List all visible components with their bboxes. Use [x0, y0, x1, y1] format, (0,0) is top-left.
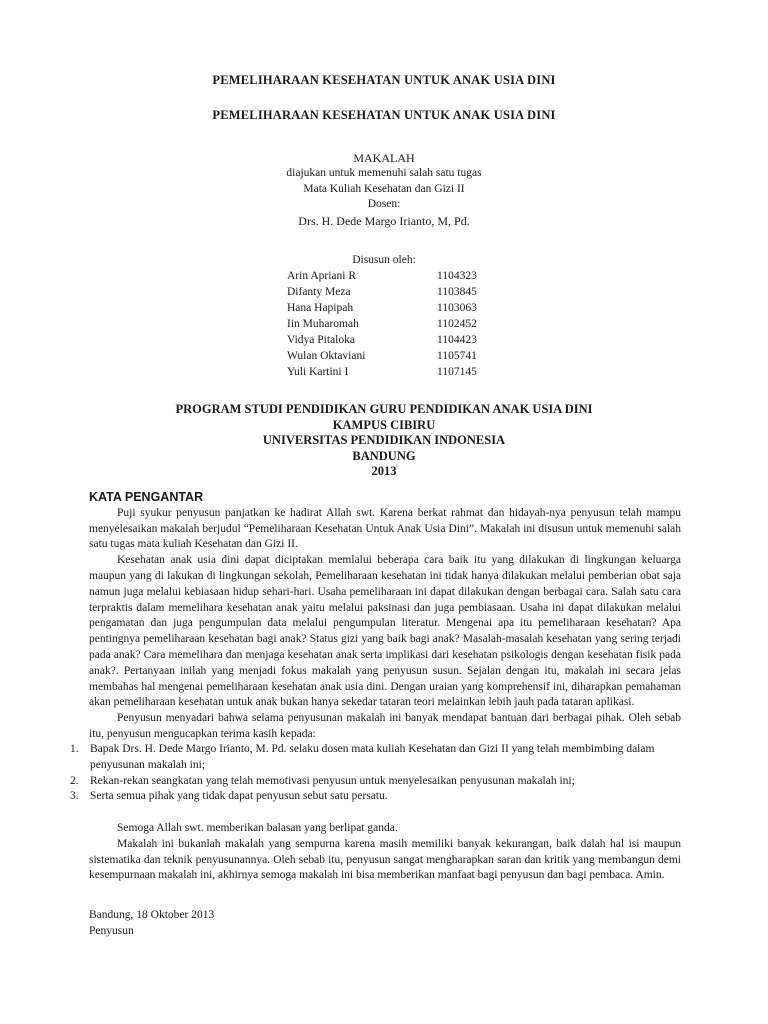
author-row	[287, 364, 507, 380]
author-row	[287, 268, 507, 284]
year: 2013	[371, 464, 397, 478]
author-row	[287, 300, 507, 316]
author-name: Arin Apriani R	[287, 270, 356, 282]
closing-section	[89, 821, 681, 884]
cover-block	[0, 150, 768, 229]
author-nim: 1104423	[437, 334, 477, 346]
paragraph: Puji syukur penyusun panjatkan ke hadirat Allah swt. Karena berkat rahmat dan hidayah-nya penyusun telah mampu menyelesaikan makalah berjudul “Pemeliharaan Kesehatan Untuk Anak Usia Dini”. Makalah ini disusun untuk memenuhi salah satu tugas mata kuliah Kesehatan dan Gizi II.	[89, 506, 681, 551]
author-nim: 1102452	[437, 318, 477, 330]
author-name: Iin Muharomah	[287, 318, 359, 330]
kata-pengantar-section	[89, 490, 681, 743]
dosen-label: Dosen:	[367, 198, 401, 210]
signature-block	[89, 908, 681, 940]
author-nim: 1105741	[437, 350, 477, 362]
author-name: Vidya Pitaloka	[287, 334, 355, 346]
dosen-name: Drs. H. Dede Margo Irianto, M, Pd.	[298, 213, 470, 228]
author-name: Hana Hapipah	[287, 302, 354, 314]
signature: Penyusun	[89, 924, 134, 937]
author-nim: 1104323	[437, 270, 477, 282]
program-name: PROGRAM STUDI PENDIDIKAN GURU PENDIDIKAN ANAK USIA DINI	[175, 402, 593, 416]
list-item: 2. Rekan-rekan seangkatan yang telah memotivasi penyusun untuk menyelesaikan penyusunan makalah ini;	[70, 774, 575, 787]
author-name: Wulan Oktaviani	[287, 350, 366, 362]
author-name: Difanty Meza	[287, 286, 351, 298]
institution-block	[0, 402, 768, 480]
section-heading: KATA PENGANTAR	[89, 490, 204, 504]
thanks-list	[70, 742, 682, 805]
author-name: Yuli Kartini I	[287, 366, 349, 378]
author-nim: 1103063	[437, 302, 477, 314]
main-title-repeat: PEMELIHARAAN KESEHATAN UNTUK ANAK USIA DINI	[212, 108, 556, 122]
author-row	[287, 348, 507, 364]
list-item: 3. Serta semua pihak yang tidak dapat penyusun sebut satu persatu.	[70, 790, 388, 803]
main-title: PEMELIHARAAN KESEHATAN UNTUK ANAK USIA DINI	[212, 73, 556, 87]
course-name: Mata Kuliah Kesehatan dan Gizi II	[303, 182, 465, 195]
author-row	[287, 284, 507, 300]
author-list	[287, 268, 507, 380]
paragraph: Semoga Allah swt. memberikan balasan yang berlipat ganda.	[117, 822, 398, 834]
author-row	[287, 332, 507, 348]
paragraph: Kesehatan anak usia dini dapat diciptakan memlalui beberapa cara baik itu yang dilakukan di lingkungan keluarga maupun yang di lakukan di lingkungan sekolah, Pemeliharaan kesehatan ini tidak hanya dilakukan melalui pemberian obat saja namun juga melalui kebiasaan hidup sehari-hari. Usaha pemeliharaan ini dapat dilakukan dengan berbagai cara. Salah satu cara terpraktis dalam memelihara kesehatan anak yaitu melalui paksinasi dan juga pembiasaan. Usaha ini dapat dilakukan melalui pengamatan dan juga pengumpulan data melalui pengumpulan literatur. Mengenai apa itu pemeliharaan kesehatan? Apa pentingnya pemeliharaan kesehatan bagi anak? Status gizi yang baik bagi anak? Masalah-masalah kesehatan yang sering terjadi pada anak? Cara memelihara dan menjaga kesehatan anak serta implikasi dari kesehatan psikologis dengan kesehatan fisik pada anak?. Pertanyaan inilah yang menjadi fokus makalah yang penyusun susun. Sejalan dengan itu, makalah ini secara jelas membahas hal mengenai pemeliharaan kesehatan anak usia dini. Dengan uraian yang komprehensif ini, diharapkan pemahaman akan pemeliharaan kesehatan untuk anak bukan hanya sekedar tataran teori melainkan lebih jauh pada tataran aplikasi.	[89, 554, 681, 709]
city-name: BANDUNG	[352, 448, 416, 463]
author-nim: 1103845	[437, 286, 477, 298]
paragraph: Makalah ini bukanlah makalah yang sempurna karena masih memiliki banyak kekurangan, baik dalah hal isi maupun sistematika dan teknik penyusunannya. Oleh sebab itu, penyusun sangat mengharapkan saran dan kritik yang membangun demi kesempurnaan makalah ini, akhirnya semoga makalah ini bisa memberikan manfaat bagi penyusun dan bagi pembaca. Amin.	[89, 837, 681, 882]
author-row	[287, 316, 507, 332]
author-nim: 1107145	[437, 366, 477, 378]
disusun-label: Disusun oleh:	[352, 254, 416, 266]
university-name: UNIVERSITAS PENDIDIKAN INDONESIA	[262, 433, 506, 447]
paragraph: Penyusun menyadari bahwa selama penyusunan makalah ini banyak mendapat bantuan dari berbagai pihak. Oleh sebab itu, penyusun mengucapkan terima kasih kepada:	[89, 712, 681, 740]
list-item: 1. Bapak Drs. H. Dede Margo Irianto, M. Pd. selaku dosen mata kuliah Kesehatan dan Gizi II yang telah membimbing dalam penyusunan makalah ini;	[70, 743, 655, 771]
place-date: Bandung, 18 Oktober 2013	[89, 909, 215, 921]
makalah-label: MAKALAH	[353, 151, 415, 165]
campus-name: KAMPUS CIBIRU	[332, 417, 436, 432]
purpose-text: diajukan untuk memenuhi salah satu tugas	[286, 167, 482, 179]
